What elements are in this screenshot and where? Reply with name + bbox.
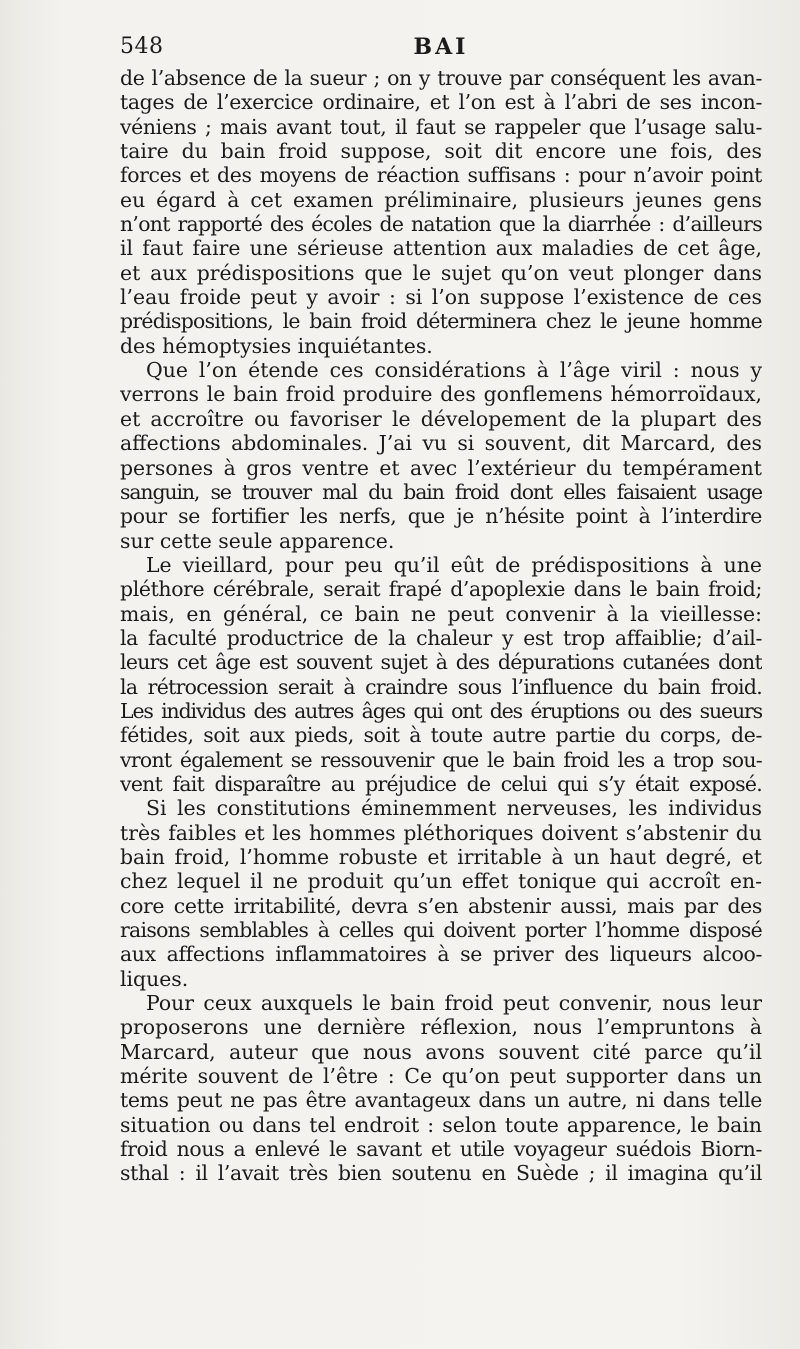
text-line: proposerons une dernière réflexion, nous l’empruntons à <box>120 1015 762 1040</box>
text-line: eu égard à cet examen préliminaire, plusieurs jeunes gens <box>120 187 762 212</box>
text-line: chez lequel il ne produit qu’un effet tonique qui accroît en- <box>120 869 762 894</box>
text-line: persones à gros ventre et avec l’extérieur du tempérament <box>120 455 762 480</box>
text-line: la rétrocession serait à craindre sous l’influence du bain froid. <box>120 674 762 699</box>
text-line: l’eau froide peut y avoir : si l’on suppose l’existence de ces <box>120 285 762 310</box>
text-line: véniens ; mais avant tout, il faut se rappeler que l’usage salu- <box>120 114 762 139</box>
text-line: bain froid, l’homme robuste et irritable à un haut degré, et <box>120 845 762 869</box>
text-line: pléthore cérébrale, serait frapé d’apoplexie dans le bain froid; <box>120 577 762 602</box>
text-line: sanguin, se trouver mal du bain froid dont elles faisaient usage <box>120 479 762 504</box>
text-line: Le vieillard, pour peu qu’il eût de prédispositions à une <box>146 552 762 577</box>
text-line: Que l’on étende ces considérations à l’âge viril : nous y <box>146 358 762 383</box>
text-line: de l’absence de la sueur ; on y trouve par conséquent les avan- <box>120 66 762 90</box>
text-line: il faut faire une sérieuse attention aux maladies de cet âge, <box>120 236 762 261</box>
text-line: tems peut ne pas être avantageux dans un autre, ni dans telle <box>120 1088 762 1113</box>
text-line: froid nous a enlevé le savant et utile voyageur suédois Biorn- <box>120 1137 762 1162</box>
text-line: la faculté productrice de la chaleur y est trop affaiblie; d’ail- <box>120 625 762 650</box>
text-line: prédispositions, le bain froid déterminera chez le jeune homme <box>120 309 762 334</box>
text-line: Pour ceux auxquels le bain froid peut convenir, nous leur <box>146 991 762 1016</box>
text-line: vront également se ressouvenir que le bain froid les a trop sou- <box>120 747 762 772</box>
text-line: et accroître ou favoriser le dévelopement de la plupart des <box>120 406 762 431</box>
text-line: vent fait disparaître au préjudice de celui qui s’y était exposé. <box>120 771 762 796</box>
text-line: raisons semblables à celles qui doivent porter l’homme disposé <box>120 918 762 943</box>
text-line: mais, en général, ce bain ne peut convenir à la vieillesse: <box>120 601 762 626</box>
body-text <box>120 66 762 1186</box>
text-line: Marcard, auteur que nous avons souvent cité parce qu’il <box>120 1039 762 1064</box>
text-line: liques. <box>120 966 189 991</box>
text-line: n’ont rapporté des écoles de natation que la diarrhée : d’ailleurs <box>120 212 762 237</box>
text-line: Si les constitutions éminemment nerveuses, les individus <box>146 796 762 821</box>
running-title: BAI <box>413 34 469 60</box>
text-line: pour se fortifier les nerfs, que je n’hésite point à l’interdire <box>120 504 762 529</box>
text-line: tages de l’exercice ordinaire, et l’on est à l’abri de ses incon- <box>120 90 762 115</box>
text-line: et aux prédispositions que le sujet qu’on veut plonger dans <box>120 260 762 285</box>
text-line: sur cette seule apparence. <box>120 528 395 553</box>
text-line: taire du bain froid suppose, soit dit encore une fois, des <box>120 139 762 164</box>
text-line: sthal : il l’avait très bien soutenu en Suède ; il imagina qu’il <box>120 1161 762 1186</box>
text-line: fétides, soit aux pieds, soit à toute autre partie du corps, de- <box>120 723 762 748</box>
text-line: très faibles et les hommes pléthoriques doivent s’abstenir du <box>120 820 762 845</box>
text-line: leurs cet âge est souvent sujet à des dépurations cutanées dont <box>120 650 762 675</box>
text-line: forces et des moyens de réaction suffisans : pour n’avoir point <box>120 163 762 188</box>
text-line: affections abdominales. J’ai vu si souvent, dit Marcard, des <box>120 431 762 456</box>
page-number: 548 <box>120 34 164 59</box>
text-line: des hémoptysies inquiétantes. <box>120 333 433 358</box>
text-line: Les individus des autres âges qui ont des éruptions ou des sueurs <box>120 698 762 723</box>
text-line: verrons le bain froid produire des gonflemens hémorroïdaux, <box>120 382 762 407</box>
text-line: aux affections inflammatoires à se priver des liqueurs alcoo- <box>120 942 762 967</box>
running-head <box>120 34 762 64</box>
text-line: mérite souvent de l’être : Ce qu’on peut supporter dans un <box>120 1064 762 1089</box>
text-line: core cette irritabilité, devra s’en abstenir aussi, mais par des <box>120 893 762 918</box>
text-line: situation ou dans tel endroit : selon toute apparence, le bain <box>120 1112 762 1137</box>
